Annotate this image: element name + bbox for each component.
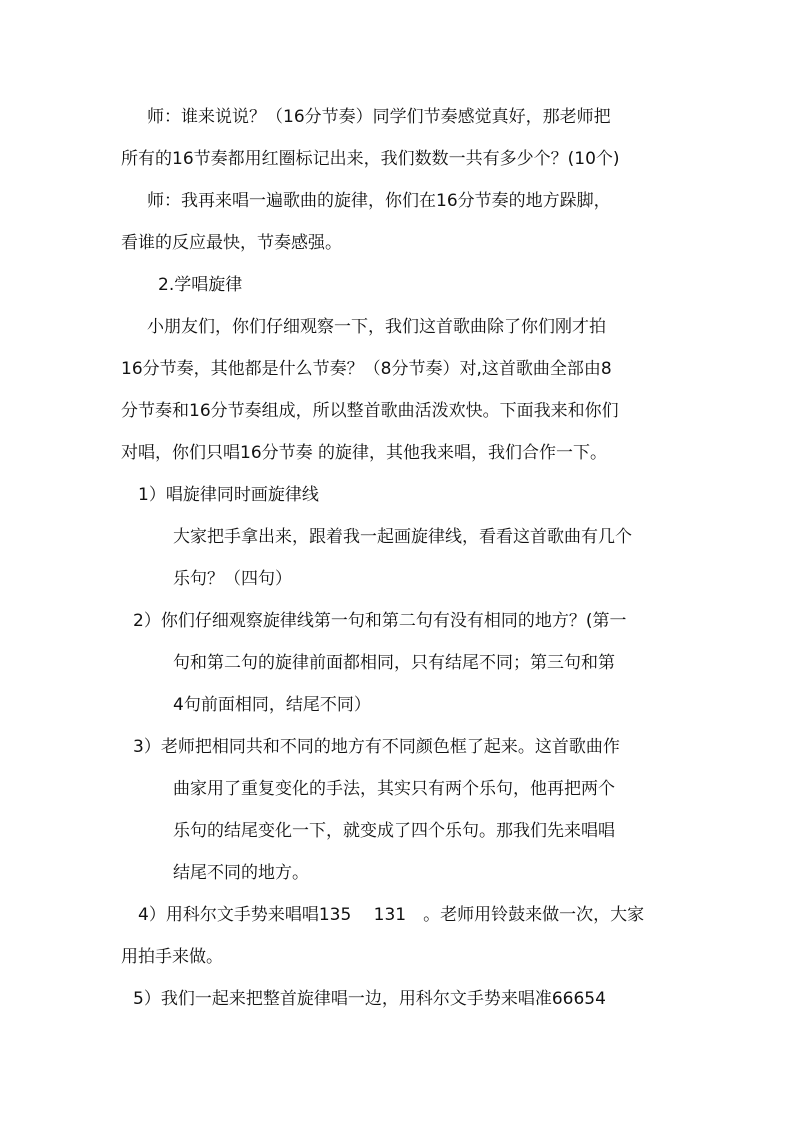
paragraph-line: 大家把手拿出来，跟着我一起画旋律线，看看这首歌曲有几个: [173, 527, 632, 547]
paragraph-line: 乐句？（四句）: [173, 569, 292, 589]
paragraph-line: 小朋友们，你们仔细观察一下，我们这首歌曲除了你们刚才拍: [147, 317, 606, 337]
paragraph-line: 结尾不同的地方。: [173, 863, 309, 883]
paragraph-line: 师：谁来说说？（16分节奏）同学们节奏感觉真好，那老师把: [147, 107, 611, 127]
paragraph-line: 所有的16节奏都用红圈标记出来，我们数数一共有多少个？(10个): [121, 149, 620, 169]
list-item-heading: 5）我们一起来把整首旋律唱一边，用科尔文手势来唱准66654: [133, 989, 606, 1009]
paragraph-line: 师：我再来唱一遍歌曲的旋律，你们在16分节奏的地方跺脚，: [147, 191, 611, 211]
paragraph-line: 对唱，你们只唱16分节奏 的旋律，其他我来唱，我们合作一下。: [121, 443, 608, 463]
paragraph-line: 乐句的结尾变化一下，就变成了四个乐句。那我们先来唱唱: [173, 821, 615, 841]
list-item-heading: 3）老师把相同共和不同的地方有不同颜色框了起来。这首歌曲作: [133, 737, 620, 757]
paragraph-line: 4句前面相同，结尾不同）: [173, 695, 371, 715]
paragraph-line: 看谁的反应最快，节奏感强。: [121, 233, 342, 253]
paragraph-line: 句和第二句的旋律前面都相同，只有结尾不同；第三句和第: [173, 653, 615, 673]
list-item-heading: 1）唱旋律同时画旋律线: [138, 485, 319, 505]
section-heading: 2.学唱旋律: [158, 275, 243, 295]
paragraph-line: 用拍手来做。: [121, 947, 223, 967]
paragraph-line: 16分节奏，其他都是什么节奏？（8分节奏）对,这首歌曲全部由8: [121, 359, 612, 379]
list-item-heading: 4）用科尔文手势来唱唱135 131 。老师用铃鼓来做一次，大家: [138, 905, 645, 925]
list-item-heading: 2）你们仔细观察旋律线第一句和第二句有没有相同的地方？(第一: [133, 611, 627, 631]
paragraph-line: 曲家用了重复变化的手法，其实只有两个乐句，他再把两个: [173, 779, 615, 799]
paragraph-line: 分节奏和16分节奏组成，所以整首歌曲活泼欢快。下面我来和你们: [121, 401, 619, 421]
